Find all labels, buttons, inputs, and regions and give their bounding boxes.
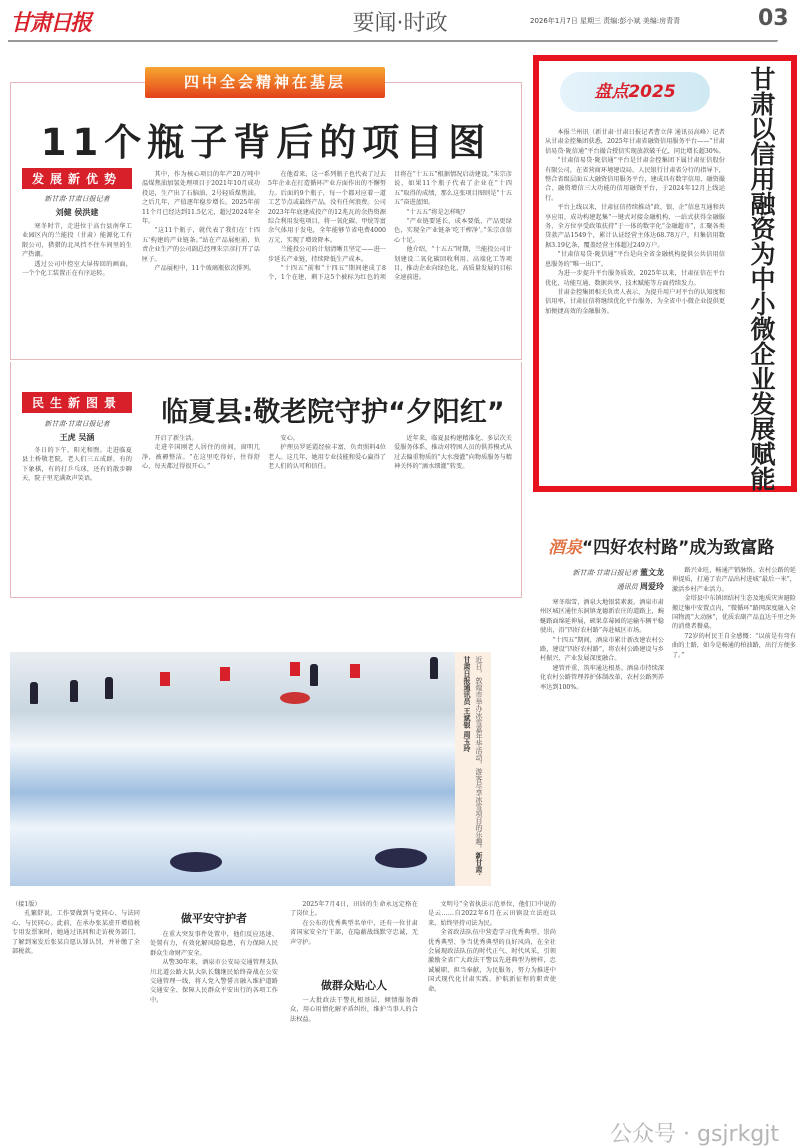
byline-org: 新甘肃·甘肃日报记者: [44, 195, 110, 203]
caption-text: 近日，敦煌市举办冰雪嘉年华活动，游客尽享冰雪项目的乐趣。: [475, 656, 483, 852]
byline-name: 董文龙: [640, 567, 664, 577]
paragraph: “十四五”期间，酒泉市累计新改建农村公路，建设“四好农村路”，将农村公路建设与乡村振兴、产业发展深度融合。: [540, 636, 664, 663]
paragraph: “甘肃信易贷·陇信通”平台是向全省金融机构提供公共信用信息服务的“唯一出口”。: [545, 251, 725, 268]
photo-caption: [455, 652, 491, 886]
article-4-col-1: [12, 900, 140, 1140]
article-1-tag: 发展新优势: [22, 168, 132, 189]
article-2-body: [142, 434, 512, 592]
article-2-byline: [22, 418, 132, 445]
article-3-title: [548, 533, 796, 558]
paragraph: 为进一步提升平台服务质效，2025年以来，甘肃征信在平台优化、功能互通、数据共享、技术赋能等方面持续发力。: [545, 270, 725, 287]
article-3-byline: [540, 566, 664, 594]
paragraph: 平台上线以来，甘肃征信持续推动“政、银、企”信息互通和共享应用，成功构建起集“一键式对接金融机构、一站式获得金融服务、全方位享受政策扶持”于一体的数字化“金融超市”，汇聚各类贷款产品1549个，累计认证经营主体达68.78万户，归集信用数据3.19亿条，覆盖经营主体超过249万户。: [545, 204, 725, 249]
paragraph: “十五五”将是怎样呢？: [406, 208, 469, 216]
heading-ping-an: 做平安守护者: [181, 912, 247, 925]
issue-meta: 2026年1月7日 星期三 责编:彭小斌 美编:房青青: [530, 17, 681, 25]
paragraph: “十四五”前和“十四五”期间建成了8个，1个在建，剩下这5个被标为红色的项目将在“十五五”根据情况启动建设。”朱宗彦说，如果11个瓶子代表了企业在“十四五”取得的成绩，那么这张项目图则是“十五五”奋进蓝图。: [268, 171, 512, 282]
paragraph: 开启了新生活。: [154, 435, 198, 442]
snow-tube: [170, 852, 222, 872]
paragraph: 文明号”全省执法示范单位，他们口中说的是云……自2022年6月在云田镇设立法庭以来，始终坚持司法为民。: [428, 901, 556, 927]
article-3-col-2: [672, 566, 796, 1113]
article-4-col-4: [428, 900, 556, 1140]
person: [310, 664, 318, 686]
flag: [160, 672, 170, 686]
paragraph: 护理员罗延霞经验丰富，负责照料4位老人。这几年，她用专业技能和爱心赢得了老人们的认可和信任。: [268, 444, 386, 471]
paragraph: 建管并重，筑牢通达根基。酒泉市持续深化农村公路管理养护体制改革，农村公路列养率达到100%。: [540, 664, 664, 691]
paragraph: 从警30年来，酒泉市公安局交通管理支队川北道公路大队大队长魏继民始终奋战在公安交通管理一线，将人党入警誓言融入维护道路交通安全、保障人民群众平安出行的各项工作中。: [150, 959, 278, 1004]
article-4-col-3a: [290, 900, 418, 972]
paragraph: “产业链要延长，成本要低，产品更绿色，实现全产业链条‘吃干榨净’。”朱宗彦信心十足。: [394, 218, 512, 244]
paragraph: 全省政法队伍中营造学习优秀典型、崇尚优秀典型、争当优秀典型的良好风尚，在全社会展现政法队伍的时代正气、时代风采，引领激励全省广大政法干警以先进典型为榜样，忠诚履职、担当奉献，为民服务，努力为推进中国式现代化甘肃实践、护航新征程的职责使命。: [428, 929, 556, 993]
person: [70, 680, 78, 702]
article-1-body: [142, 170, 512, 355]
paragraph: 2025年7月4日，田居的生命永远定格在了岗位上。: [290, 901, 418, 918]
paragraph: 在公布的优秀典型名单中，还有一位甘肃省国家安全厅干部，在隐蔽战线默守忠诚，无声守护。: [290, 919, 418, 946]
byline-org: 新甘肃·甘肃日报记者: [44, 420, 110, 428]
paragraph: 在他看来，这一系列瓶子也代表了过去5年企业在打造循环产业方面作出的不懈努力。后面的9个瓶子，每一个都对应着一道工艺节点或最终产品，没有任何浪费。公司2023年年底建成投产的12兆瓦的余热资源综合利用发电项目，将一氧化碳、甲烷等富余气体用于发电，全年能够节省电费4000万元，实现了增效降本。: [268, 171, 386, 244]
photo-credit: 新甘肃·甘肃日报通讯员 王斌银 周玉玲: [463, 656, 484, 876]
article-1-col-1: [22, 222, 132, 354]
byline-org: 新甘肃·甘肃日报记者: [572, 569, 638, 577]
paragraph: 冬日的下午，阳光和煦。走进临夏县土桥敬老院，老人们三五成群，有的下象棋，有的打乒乓球，还有的散步聊天，院子里充满欢声笑语。: [22, 447, 132, 483]
section-title: 要闻·时政: [352, 11, 448, 36]
paragraph: 安心。: [280, 435, 299, 442]
flag: [290, 662, 300, 676]
snow-park-photo: [10, 652, 455, 886]
article-2-col-1: [22, 446, 132, 592]
person: [430, 657, 438, 679]
paragraph: 72岁的村民王自全感慨：“以前是有弯有曲的土路，如今是畅通的柏油路，出行方便多了。”: [672, 632, 796, 659]
snow-tube: [375, 848, 427, 868]
heading-qunzhong: 做群众贴心人: [321, 979, 387, 992]
byline-names: 王虎 吴涵: [59, 432, 95, 442]
byline-org: 通讯员: [616, 583, 638, 591]
article-4-col-3b: [290, 996, 418, 1140]
paragraph: “甘肃信易贷·陇信通”平台是甘肃金控集团下属甘肃征信股份有限公司，在省营商环境建设局、人民银行甘肃省分行的指导下，整合省级层面五大融资信用服务平台，建成具有数字信用、融资撮合、融资增信三大功能的信用融资平台，于2024年12月上线运行。: [545, 157, 725, 202]
paragraph: 路兴业旺，畅通产销脉络。农村公路的延伸提质，打通了农产品出村进城“最后一米”，激活乡村产业活力。: [672, 567, 796, 593]
newspaper-logo: 甘肃日报: [10, 10, 91, 36]
paragraph: 走进辛国刚老人居住的房间，窗明几净，被褥整洁。“在这里吃得好，住得舒心，每天都过得很开心。”: [142, 444, 260, 471]
byline-name: 周爱玲: [640, 581, 664, 591]
paragraph: 其中，作为核心项目的年产20万吨中温煤焦油加氢处理项目于2021年10月成功投运，生产出了石脑油、2号轻质煤焦油。之后几年，产值逐年稳步增长。2025年前11个月已经达到11.5亿元，超过2024年全年。: [142, 171, 260, 226]
page-number: 03: [758, 6, 789, 31]
article-1-banner: 四中全会精神在基层: [145, 67, 385, 98]
paragraph: 产品展柜中，11个玻璃瓶依次排列。: [154, 265, 256, 273]
person: [105, 677, 113, 699]
paragraph: “这11个瓶子，就代表了我们在‘十四五’构建的产业链条。”站在产品展柜前，负责企业生产的公司副总经理朱宗彦打开了话匣子。: [142, 227, 260, 263]
paragraph: 甘肃金控集团相关负责人表示，为提升用户对平台的认知度和信用率，甘肃征信将继续优化平台服务，为全省中小微企业提供更加便捷高效的金融服务。: [545, 288, 725, 315]
sidebar-body: [545, 128, 725, 484]
paragraph: 金塔县中东镇团结村生态及地质灾害避险搬迁集中安置点内，“微循环”路网深度融入全国物流“大动脉”，优质农副产品直达千里之外的消费者餐桌。: [672, 595, 796, 631]
paragraph: 他介绍，“十五五”时期，兰能投公司计划建设二氧化碳回收利用、高端化工等项目，推动企业向绿色化、高质量发展的目标全速前进。: [394, 246, 512, 282]
article-2-tag: 民生新图景: [22, 392, 132, 413]
article-2-title: 临夏县:敬老院守护“夕阳红”: [161, 397, 505, 428]
snow-tube: [280, 692, 310, 704]
flag: [350, 664, 360, 678]
paragraph: 近年来，临夏县构建精准化、多层次关爱服务体系，推动对特困人员的供养模式从过去偏重物质的“大水漫灌”向物质服务与精神关怀的“滴水细灌”转变。: [394, 435, 512, 471]
paragraph: 寒冬时节，走进位于高台县南华工业园区内的兰能投（甘肃）能源化工有限公司，猎猎的北风挡不住车间里的生产热潮。: [22, 223, 132, 259]
paragraph: 孔繁舒说，工作要做到与党同心、与法同心、与民同心。此前，在承办张某虚开增值税专用发票案时，她通过讯问和走访税务部门，了解到案发后张某自愿认罪认罚，并补缴了全部税款。: [12, 910, 140, 956]
flag: [220, 667, 230, 681]
paragraph: 寒冬瑞雪，酒泉大地银装素裹。酒泉市肃州区城区通往东洞镇龙德新农庄的道路上，蜿蜒路面绵延伸展，硕果草莓园的运输车辆平稳驶出，沿“四好农村路”奔赴城区市场。: [540, 599, 664, 635]
title-text: “四好农村路”成为致富路: [582, 538, 775, 558]
paragraph: 在重大突发事件处置中，他们反应迅速、处置有力，有效化解风险隐患，有力保障人民群众生命财产安全。: [150, 931, 278, 957]
paragraph: 兰能投公司的计划清晰且坚定——进一步延长产业链，持续降低生产成本。: [268, 246, 386, 263]
paragraph: 本报兰州讯（新甘肃·甘肃日报记者曹立萍 通讯员高峰）记者从甘肃金控集团获悉，2025年甘肃省融资信用服务平台——“甘肃信易贷·陇信通”平台撮合授信实现放款破千亿，同比增长超30%。: [545, 129, 725, 155]
continued-note: （接1版）: [12, 901, 41, 908]
paragraph: 一大批政法干警扎根基层，倾情服务群众，用心用情化解矛盾纠纷，维护当事人的合法权益。: [290, 997, 418, 1023]
article-3-col-1: [540, 598, 664, 1113]
header-divider: [8, 40, 778, 42]
byline-names: 刘健 侯洪建: [55, 207, 99, 217]
paragraph: 透过公司中控室大屏传回的画面，一个个化工装置正在有序运转。: [22, 260, 132, 278]
article-4-col-2: [150, 930, 278, 1140]
pandian-2025-logo: 盘点2025: [560, 72, 710, 112]
article-1-byline: [22, 193, 132, 220]
sidebar-vertical-title: 甘肃以信用融资为中小微企业发展赋能: [747, 66, 776, 491]
wechat-watermark: 公众号 · gsjrkgjt: [610, 1122, 780, 1147]
article-1-title: 11个瓶子背后的项目图: [40, 121, 492, 164]
person: [30, 682, 38, 704]
title-prefix: 酒泉: [548, 538, 582, 558]
